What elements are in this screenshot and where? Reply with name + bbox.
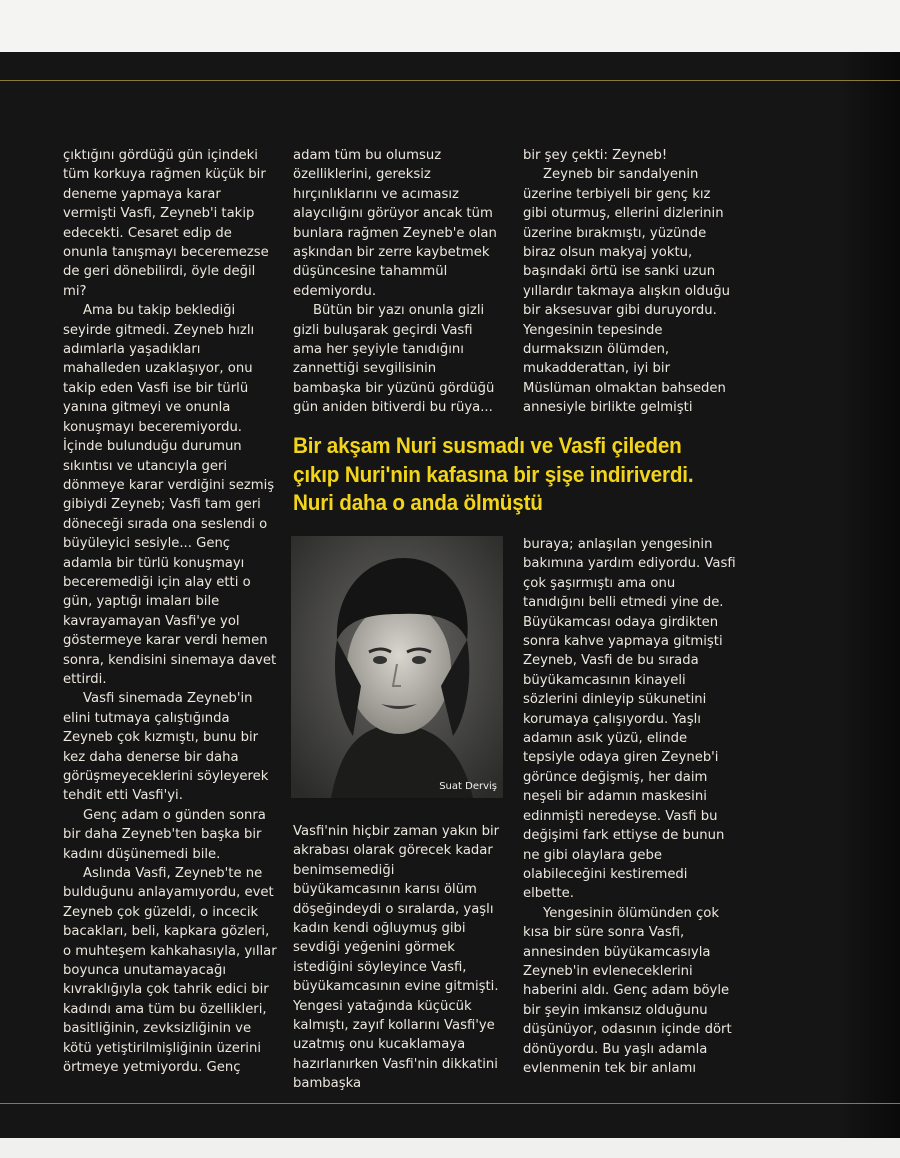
- paragraph: adam tüm bu olumsuz özelliklerini, gereksiz hırçınlıklarını ve acımasız alaycılığını görüyor ancak tüm bunlara rağmen Zeyneb'e olan aşkından bir zerre kaybetmek düşüncesine tahammül edemiyordu.: [293, 148, 497, 299]
- paragraph: buraya; anlaşılan yengesinin bakımına yardım ediyordu. Vasfi çok şaşırmıştı ama onu tanıdığını belli etmedi yine de. Büyükamcası odaya girdikten sonra kahve yapmaya gitmişti Zeyneb, Vasfi de bu sırada büyükamcasının kinayeli sözlerini dinleyip sükunetini korumaya çalışıyordu. Yaşlı adamın asık yüzü, elinde tepsiyle odaya giren Zeyneb'i görünce değişmiş, her daim neşeli bir adamın maskesini edinmişti neredeyse. Vasfi bu değişimi fark ettiyse de bunun ne gibi olaylara gebe olabileceğini kestiremedi elbette.: [523, 537, 736, 902]
- column-3-top: [523, 146, 737, 418]
- pull-quote: Bir akşam Nuri susmadı ve Vasfi çileden çıkıp Nuri'nin kafasına bir şişe indiriverdi. Nuri daha o anda ölmüştü: [293, 433, 694, 515]
- paragraph: Bütün bir yazı onunla gizli gizli buluşarak geçirdi Vasfi ama her şeyiyle tanıdığını zannettiği sevgilisinin bambaşka bir yüzünü gördüğü gün aniden bitiverdi bu rüya...: [293, 303, 495, 416]
- photo-caption: Suat Derviş: [439, 781, 497, 792]
- bottom-rule: [0, 1103, 900, 1104]
- paragraph: Vasfi'nin hiçbir zaman yakın bir akrabası olarak görecek kadar benimsemediği büyükamcasının karısı ölüm döşeğindeydi o sıralarda, yaşlı kadın kendi oğluymuş gibi sevdiği yeğenini görmek istediğini söyleyince Vasfi, büyükamcasının evine gitmişti. Yengesi yatağında küçücük kalmıştı, zayıf kollarını Vasfi'ye uzatmış onu kucaklamaya hazırlanırken Vasfi'nin dikkatini bambaşka: [293, 824, 500, 1092]
- paragraph: Vasfi sinemada Zeyneb'in elini tutmaya çalıştığında Zeyneb çok kızmıştı, bunu bir kez daha denerse bir daha görüşmeyeceklerini söyleyerek tehdit etti Vasfi'yi.: [63, 691, 269, 804]
- column-1: [63, 146, 277, 1078]
- paragraph: Aslında Vasfi, Zeyneb'te ne bulduğunu anlayamıyordu, evet Zeyneb çok güzeldi, o incecik bacakları, beli, kapkara gözleri, o muhteşem kahkahasıyla, yıllar boyunca unutamayacağı kıvraklığıyla çok tahrik edici bir kadındı ama tüm bu özellikleri, basitliğinin, zevksizliğinin ve kötü yetiştirilmişliğinin üzerini örtmeye yetmiyordu. Genç: [63, 866, 277, 1076]
- author-portrait-photo: [291, 536, 503, 798]
- top-rule: [0, 80, 900, 81]
- column-2-top: [293, 146, 505, 418]
- paragraph: bir şey çekti: Zeyneb!: [523, 148, 668, 163]
- paragraph: Yengesinin ölümünden çok kısa bir süre sonra Vasfi, annesinden büyükamcasıyla Zeyneb'in evleneceklerini haberini aldı. Genç adam böyle bir şeyin imkansız olduğunu düşünüyor, odasının içinde dört dönüyordu. Bu yaşlı adamla evlenmenin tek bir anlamı: [523, 905, 732, 1076]
- top-margin: [0, 0, 900, 52]
- column-3-bottom: [523, 535, 737, 1078]
- paragraph: Ama bu takip beklediği seyirde gitmedi. Zeyneb hızlı adımlarla yaşadıkları mahalleden uzaklaşıyor, onu takip eden Vasfi ise bir türlü yanına gitmeyi ve onunla konuşmayı beceremiyordu. İçinde bulunduğu durumun sıkıntısı ve utancıyla geri dönmeye karar verdiğini sezmiş gibiydi Zeyneb; Vasfi tam geri döneceği sırada ona seslendi o büyüleyici sesiyle... Genç adamla bir türlü konuşmayı beceremediği için alay etti o gün, yaptığı imaları bile kavrayamayan Vasfi'ye yol göstermeye karar verdi hemen sonra, kendisini sinemaya davet ettirdi.: [63, 303, 277, 687]
- portrait-photo-icon: [291, 536, 503, 798]
- paragraph: Genç adam o günden sonra bir daha Zeyneb'ten başka bir kadını düşünemedi bile.: [63, 807, 266, 862]
- bottom-margin: [0, 1138, 900, 1158]
- column-2-bottom: [293, 822, 505, 1094]
- paragraph: Zeyneb bir sandalyenin üzerine terbiyeli bir genç kız gibi oturmuş, ellerini dizlerinin üzerine bırakmıştı, yüzünde biraz olsun makyaj yoktu, başındaki örtü ise sanki uzun yıllardır takmaya alışkın olduğu bir aksesuvar gibi duruyordu. Yengesinin tepesinde durmaksızın ölümden, mukadderattan, iyi bir Müslüman olmaktan bahseden annesiyle birlikte gelmişti: [523, 167, 730, 416]
- paragraph: çıktığını gördüğü gün içindeki tüm korkuya rağmen küçük bir deneme yapmaya karar vermişti Vasfi, Zeyneb'i takip edecekti. Cesaret edip de onunla tanışmayı beceremezse de geri dönebilirdi, öyle değil mi?: [63, 148, 269, 299]
